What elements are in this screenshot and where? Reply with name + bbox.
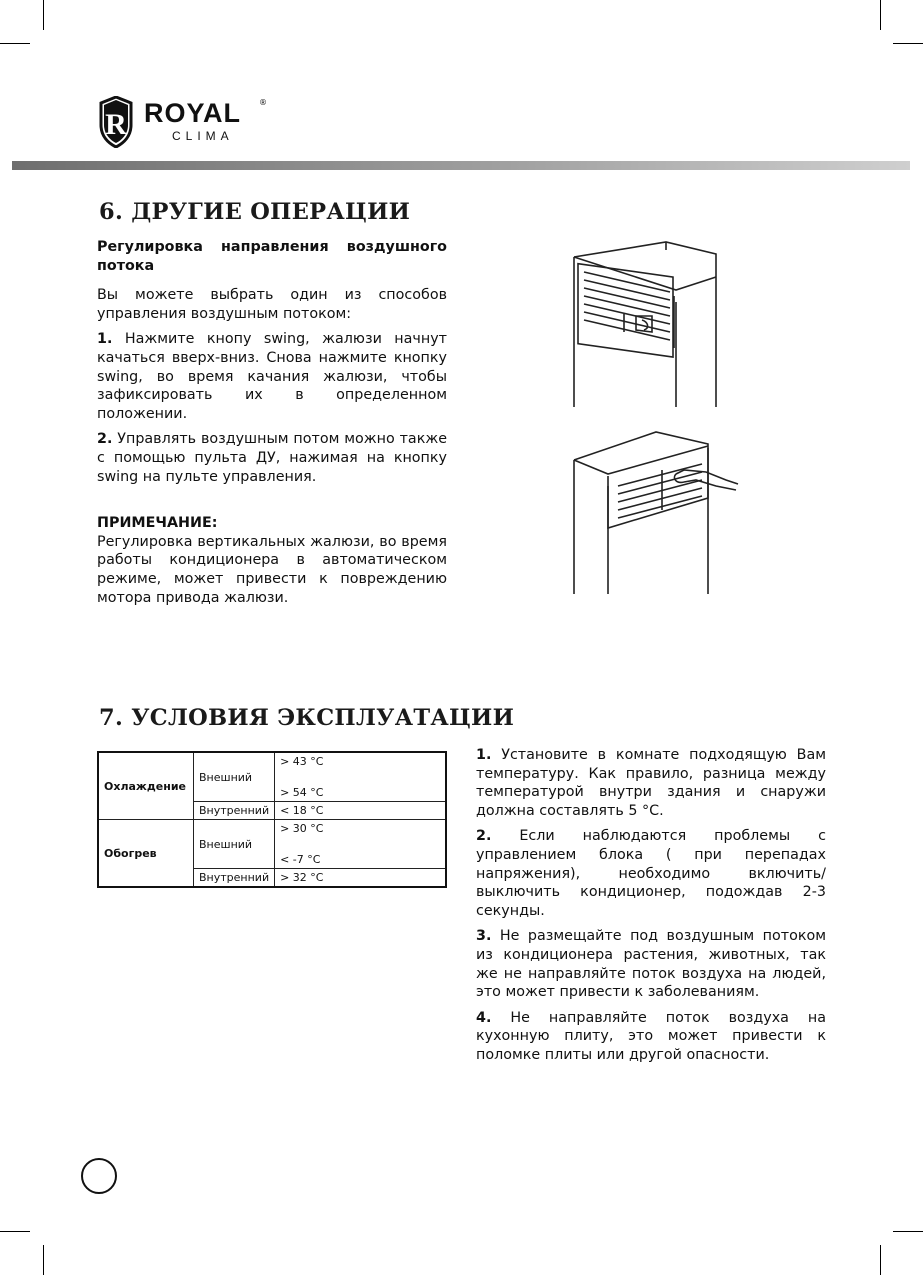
section-6-intro: Вы можете выбрать один из способов управления воздушным потоком: [97, 287, 447, 322]
section-7-item-3: 3. Не размещайте под воздушным потоком из кондиционера растения, животных, так же не направляйте поток воздуха на людей, это может привести к заболеваниям. [476, 928, 826, 1001]
crop-mark [43, 0, 44, 30]
section-7-item-4: 4. Не направляйте поток воздуха на кухонную плиту, это может привести к поломке плиты или другой опасности. [476, 1009, 827, 1063]
section-6-item-2: 2. Управлять воздушным потом можно также с помощью пульта ДУ, нажимая на кнопку swing на пульте управления. [97, 431, 448, 485]
location-cell: Внешний [194, 752, 275, 802]
section-7-item-2: 2. Если наблюдаются проблемы с управлением блока ( при перепадах напряжения), необходимо включить/выключить кондиционер, подождав 2-3 секунды. [476, 828, 826, 919]
logo-royal-text: ROYAL [144, 98, 242, 128]
logo-clima-text: CLIMA [172, 129, 234, 143]
section-6-subheading: Регулировка направления воздушного потока [97, 239, 447, 274]
mode-cooling-cell: Охлаждение [98, 752, 194, 820]
temperature-cell: > 43 °C > 54 °C [275, 752, 446, 802]
table-row [98, 752, 446, 802]
location-cell: Внешний [194, 820, 275, 869]
section-6-item-1: 1. Нажмите кнопу swing, жалюзи начнут качаться вверх-вниз. Снова нажмите кнопку swing, во время качания жалюзи, чтобы зафиксировать их в определенном положении. [97, 331, 448, 422]
crop-mark [880, 0, 881, 30]
section-6-text [97, 238, 447, 614]
svg-text:R: R [105, 108, 127, 141]
operating-conditions-table [97, 751, 447, 888]
section-6-title: 6. ДРУГИЕ ОПЕРАЦИИ [99, 199, 411, 225]
shield-r-icon [97, 96, 135, 148]
table-row [98, 820, 446, 869]
ac-unit-illustration-hand [566, 424, 746, 594]
location-cell: Внутренний [194, 869, 275, 888]
temperature-cell: > 30 °C < -7 °C [275, 820, 446, 869]
ac-unit-illustration-swing [566, 232, 726, 407]
location-cell: Внутренний [194, 802, 275, 820]
temperature-cell: < 18 °C [275, 802, 446, 820]
crop-mark [893, 1231, 923, 1232]
section-7-text [476, 746, 826, 1072]
note-text: Регулировка вертикальных жалюзи, во время работы кондиционера в автоматическом режиме, может привести к повреждению мотора привода жалюзи. [97, 533, 447, 606]
logo-registered-mark: ® [259, 98, 267, 107]
section-7-title: 7. УСЛОВИЯ ЭКСПЛУАТАЦИИ [99, 705, 515, 731]
brand-logo [97, 96, 272, 152]
crop-mark [893, 43, 923, 44]
temperature-cell: > 32 °C [275, 869, 446, 888]
crop-mark [43, 1245, 44, 1275]
section-7-item-1: 1. Установите в комнате подходящую Вам температуру. Как правило, разница между температурой внутри здания и снаружи должна составлять 5 °С. [476, 747, 827, 819]
page-number-circle [81, 1158, 117, 1194]
crop-mark [880, 1245, 881, 1275]
mode-heating-cell: Обогрев [98, 820, 194, 888]
header-rule [12, 161, 910, 170]
note-title: ПРИМЕЧАНИЕ: [97, 515, 218, 532]
crop-mark [0, 43, 30, 44]
crop-mark [0, 1231, 30, 1232]
